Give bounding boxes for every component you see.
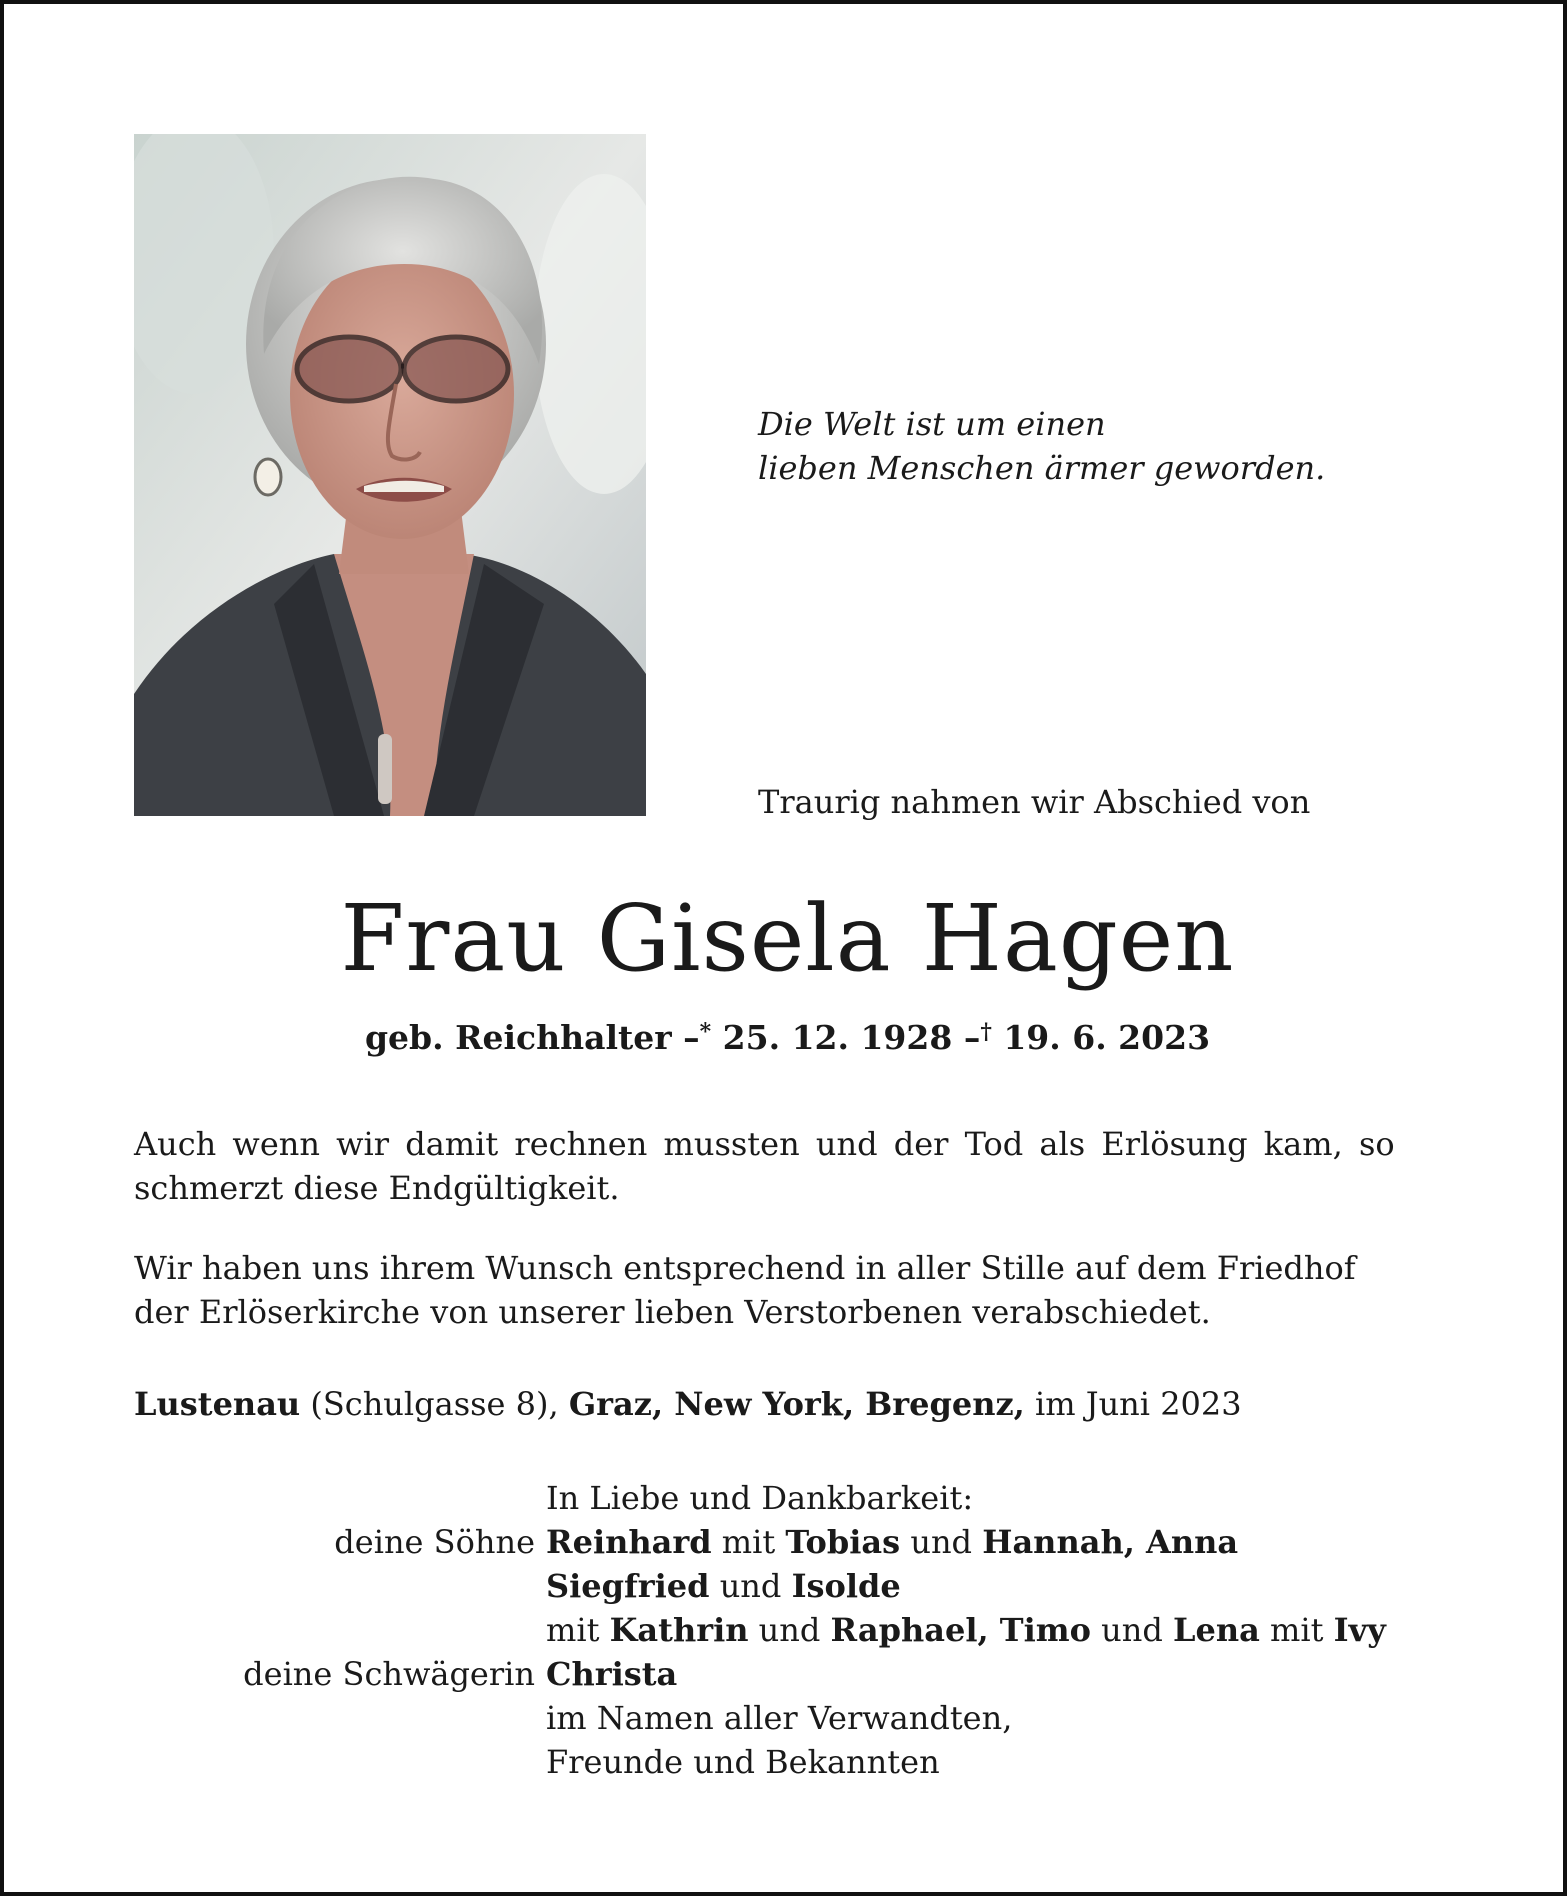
connector: und bbox=[910, 1523, 973, 1561]
connector: mit bbox=[721, 1523, 776, 1561]
place-address: (Schulgasse 8), bbox=[310, 1385, 559, 1423]
paragraph-1-line-2: schmerzt diese Endgültigkeit. bbox=[134, 1169, 620, 1207]
closing-line-1: im Namen aller Verwandten, bbox=[546, 1699, 1013, 1737]
portrait-photo bbox=[134, 134, 646, 816]
connector: und bbox=[758, 1611, 821, 1649]
portrait-image bbox=[134, 134, 646, 816]
sister-in-law-label: deine Schwägerin bbox=[243, 1655, 535, 1693]
death-date: 19. 6. 2023 bbox=[1003, 1018, 1211, 1057]
deceased-name: Frau Gisela Hagen bbox=[340, 885, 1235, 992]
paragraph-1-line-1: Auch wenn wir damit rechnen mussten und der Tod als Erlösung kam, so bbox=[134, 1125, 1395, 1163]
signature-heading-row bbox=[4, 1476, 1567, 1520]
connector: und bbox=[1101, 1611, 1163, 1649]
name-ivy: Ivy bbox=[1333, 1611, 1386, 1649]
paragraph-1 bbox=[134, 1122, 1442, 1210]
dash-2: – bbox=[963, 1018, 981, 1057]
life-dates bbox=[4, 1010, 1567, 1060]
place-cities: Graz, New York, Bregenz, bbox=[568, 1385, 1025, 1423]
signature-row-3-content bbox=[546, 1608, 1386, 1652]
sons-label: deine Söhne bbox=[334, 1523, 535, 1561]
name-christa: Christa bbox=[546, 1655, 678, 1693]
connector: und bbox=[719, 1567, 782, 1605]
name-isolde: Isolde bbox=[791, 1567, 901, 1605]
paragraph-2-line-1: Wir haben uns ihrem Wunsch entsprechend in aller Stille auf dem Friedhof bbox=[134, 1249, 1356, 1287]
name-hannah-anna: Hannah, Anna bbox=[982, 1523, 1239, 1561]
dash-1: – bbox=[683, 1018, 700, 1057]
name-raphael-timo: Raphael, Timo bbox=[830, 1611, 1091, 1649]
name-kathrin: Kathrin bbox=[609, 1611, 749, 1649]
signature-row-4 bbox=[4, 1652, 1567, 1696]
signature-heading: In Liebe und Dankbarkeit: bbox=[546, 1479, 974, 1517]
paragraph-2 bbox=[134, 1246, 1442, 1334]
place-date: im Juni 2023 bbox=[1034, 1385, 1242, 1423]
name-reinhard: Reinhard bbox=[546, 1523, 712, 1561]
signature-row-1-content bbox=[546, 1520, 1238, 1564]
birth-symbol: * bbox=[699, 1019, 712, 1045]
quote bbox=[758, 402, 1325, 490]
signature-row-1 bbox=[4, 1520, 1567, 1564]
signature-row-3 bbox=[4, 1608, 1567, 1652]
name-tobias: Tobias bbox=[785, 1523, 901, 1561]
death-symbol: † bbox=[980, 1019, 992, 1045]
signature-block bbox=[4, 1476, 1567, 1784]
signature-row-6 bbox=[4, 1740, 1567, 1784]
place-date-line bbox=[134, 1382, 1242, 1426]
name-lena: Lena bbox=[1172, 1611, 1260, 1649]
signature-row-2 bbox=[4, 1564, 1567, 1608]
connector: mit bbox=[1270, 1611, 1324, 1649]
birth-date: 25. 12. 1928 bbox=[722, 1018, 953, 1057]
quote-line-1: Die Welt ist um einen bbox=[758, 405, 1106, 443]
signature-row-2-content bbox=[546, 1564, 901, 1608]
intro-text: Traurig nahmen wir Abschied von bbox=[758, 783, 1311, 821]
closing-line-2: Freunde und Bekannten bbox=[546, 1743, 940, 1781]
name-siegfried: Siegfried bbox=[546, 1567, 710, 1605]
place-city-lustenau: Lustenau bbox=[134, 1385, 301, 1423]
paragraph-2-line-2: der Erlöserkirche von unserer lieben Verstorbenen verabschiedet. bbox=[134, 1293, 1211, 1331]
quote-line-2: lieben Menschen ärmer geworden. bbox=[758, 449, 1326, 487]
signature-row-5 bbox=[4, 1696, 1567, 1740]
connector: mit bbox=[546, 1611, 600, 1649]
birth-name: geb. Reichhalter bbox=[364, 1018, 672, 1057]
